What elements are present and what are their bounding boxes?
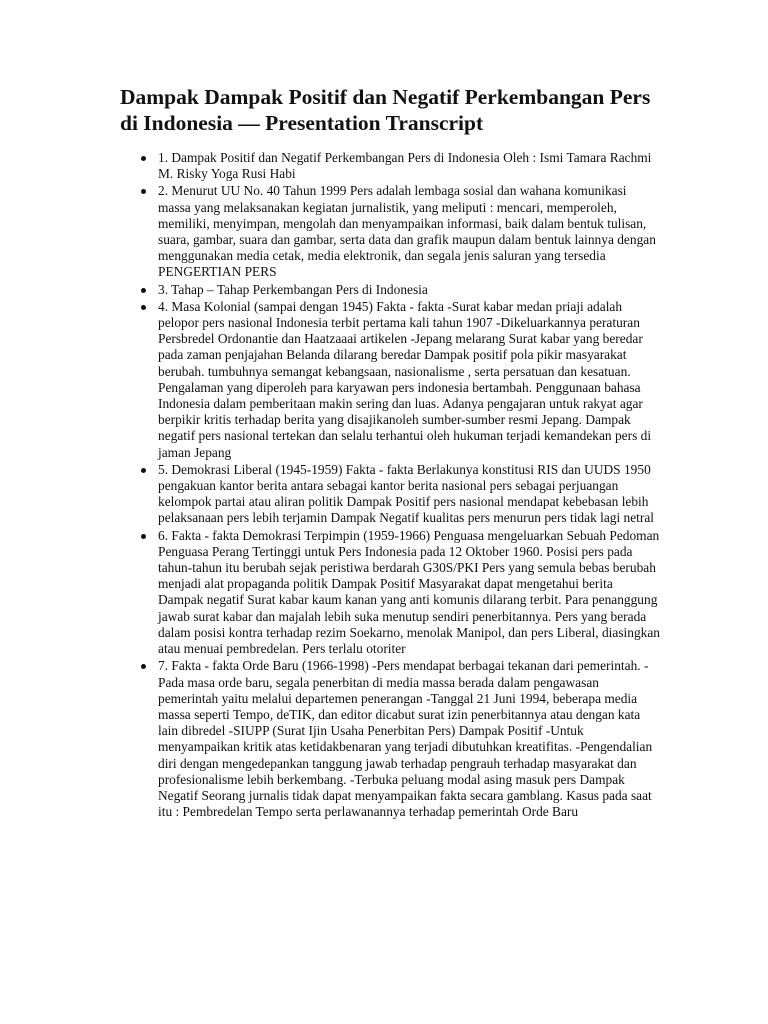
list-item [120,183,660,280]
document-page [120,84,660,821]
list-item-text: 3. Tahap – Tahap Perkembangan Pers di Indonesia [158,281,428,297]
list-item [120,462,660,527]
bullet-icon [141,156,146,161]
list-item-text: 2. Menurut UU No. 40 Tahun 1999 Pers adalah lembaga sosial dan wahana komunikasi massa yang melaksanakan kegiatan jurnalistik, yang meliputi : mencari, memperoleh, memiliki, menyimpan, mengolah dan menyampaikan informasi, baik dalam bentuk tulisan, suara, gambar, suara dan gambar, serta data dan grafik maupun dalam bentuk lainnya dengan menggunakan media cetak, media elektronik, dan segala jenis saluran yang tersedia PENGERTIAN PERS [158,183,656,280]
list-item [120,150,660,182]
list-item-text: 4. Masa Kolonial (sampai dengan 1945) Fakta - fakta -Surat kabar medan priaji adalah pelopor pers nasional Indonesia terbit pertama kali tahun 1907 -Dikeluarkannya peraturan Persbredel Ordonantie dan Haatzaaai artikelen -Jepang melarang Surat kabar yang beredar pada zaman penjajahan Belanda dilarang beredar Dampak positif pola pikir masyarakat berubah. tumbuhnya semangat kebangsaan, nasionalisme , serta persatuan dan kesatuan. Pengalaman yang diperoleh para karyawan pers indonesia bertambah. Penggunaan bahasa Indonesia dalam pemberitaan makin sering dan luas. Adanya pengajaran untuk rakyat agar berpikir kritis terhadap berita yang disajikanoleh sumber-sumber resmi Jepang. Dampak negatif pers nasional tertekan dan selalu terhantui oleh hukuman terjadi kemandekan pers di jaman Jepang [158,298,652,460]
list-item-text: 7. Fakta - fakta Orde Baru (1966-1998) -Pers mendapat berbagai tekanan dari pemerintah. -Pada masa orde baru, segala penerbitan di media massa berada dalam pengawasan pemerintah yaitu melalui departemen penerangan -Tanggal 21 Juni 1994, beberapa media massa seperti Tempo, deTIK, dan editor dicabut surat izin penerbitannya atau dengan kata lain dibredel -SIUPP (Surat Ijin Usaha Penerbitan Pers) Dampak Positif -Untuk menyampaikan kritik atas ketidakbenaran yang terjadi dibutuhkan kreatifitas. -Pengendalian diri dengan mengedepankan tanggung jawab terhadap pengrauh terhadap masyarakat dan profesionalisme lebih berkembang. -Terbuka peluang modal asing masuk pers Dampak Negatif Seorang jurnalis tidak dapat menyampaikan fakta secara gamblang. Kasus pada saat itu : Pembredelan Tempo serta perlawanannya terhadap pemerintah Orde Baru [158,658,653,820]
list-item [120,528,660,658]
bullet-icon [141,534,146,539]
bullet-icon [141,468,146,473]
list-item-text: 5. Demokrasi Liberal (1945-1959) Fakta - fakta Berlakunya konstitusi RIS dan UUDS 1950 pengakuan kantor berita antara sebagai kantor berita nasional pers sebagai perjuangan kelompok partai atau aliran politik Dampak Positif pers nasional mendapat kebebasan lebih pelaksanaan pers lebih terjamin Dampak Negatif kualitas pers menurun pers tidak lagi netral [158,461,655,526]
list-item-text: 6. Fakta - fakta Demokrasi Terpimpin (1959-1966) Penguasa mengeluarkan Sebuah Pedoman Penguasa Perang Tertinggi untuk Pers Indonesia pada 12 Oktober 1960. Posisi pers pada tahun-tahun itu berubah sejak peristiwa berdarah G30S/PKI Pers yang semula bebas berubah menjadi alat propaganda politik Dampak Positif Masyarakat dapat mengetahui berita Dampak negatif Surat kabar kaum kanan yang anti komunis dilarang terbit. Para penanggung jawab surat kabar dan majalah lebih suka menutup sendiri penerbitannya. Pers yang berada dalam posisi kontra terhadap rezim Soekarno, menolak Manipol, dan pers Liberal, diasingkan atau menuai pembredelan. Pers terlalu otoriter [158,527,661,657]
list-item [120,299,660,461]
list-item [120,282,660,298]
page-title: Dampak Dampak Positif dan Negatif Perkembangan Pers di Indonesia — Presentation Transcript [120,85,651,135]
bullet-icon [141,664,146,669]
bullet-icon [141,288,146,293]
list-item [120,658,660,820]
bullet-icon [141,189,146,194]
transcript-list [120,150,660,820]
bullet-icon [141,305,146,310]
list-item-text: 1. Dampak Positif dan Negatif Perkembangan Pers di Indonesia Oleh : Ismi Tamara Rachmi M. Risky Yoga Rusi Habi [158,150,652,182]
